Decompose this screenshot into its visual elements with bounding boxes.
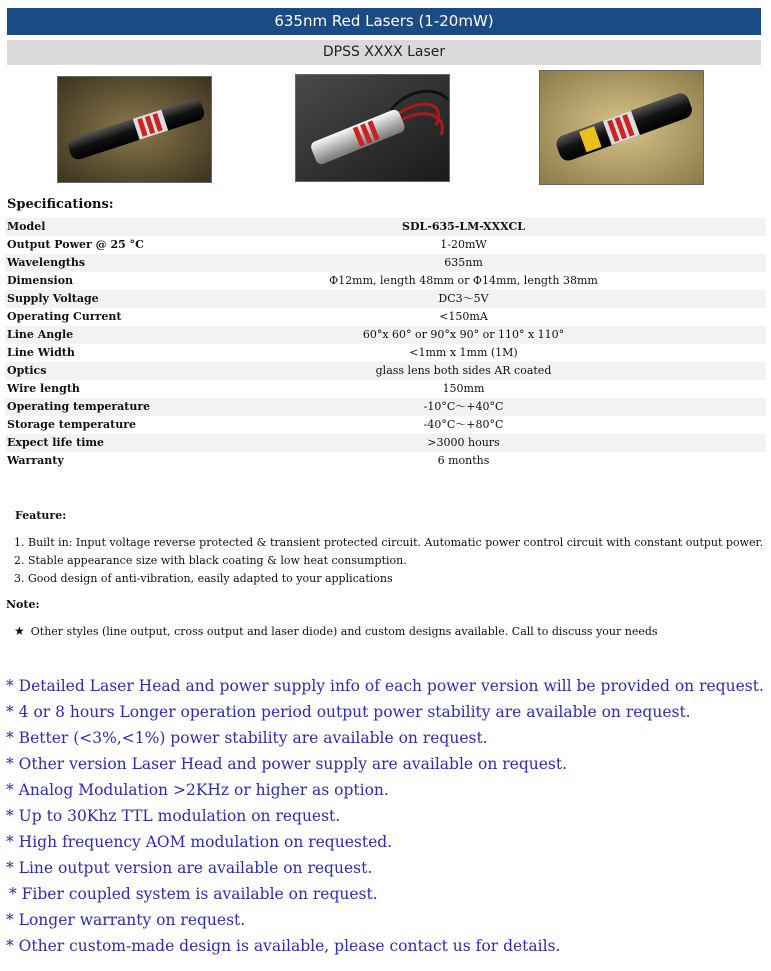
spec-row — [5, 398, 766, 416]
laser-photo-1 — [57, 76, 212, 183]
specifications-table — [5, 218, 766, 470]
request-item: * Better (<3%,<1%) power stability are available on request. — [6, 729, 488, 747]
spec-row — [5, 416, 766, 434]
spec-value: DC3～5V — [438, 292, 489, 305]
spec-value: 635nm — [444, 256, 483, 269]
spec-label: Operating temperature — [7, 400, 151, 413]
spec-row — [5, 254, 766, 272]
request-item: * Fiber coupled system is available on request. — [9, 885, 378, 903]
request-item: * Other custom-made design is available, please contact us for details. — [6, 937, 561, 955]
spec-label: Model — [7, 220, 46, 233]
spec-row — [5, 362, 766, 380]
request-item: * Up to 30Khz TTL modulation on request. — [6, 807, 341, 825]
spec-row — [5, 290, 766, 308]
laser-photo-2 — [295, 74, 450, 182]
note-text: Other styles (line output, cross output and laser diode) and custom designs available. Call to discuss your needs — [30, 625, 658, 638]
spec-value: 150mm — [442, 382, 485, 395]
spec-value: SDL-635-LM-XXXCL — [402, 220, 525, 233]
specifications-heading: Specifications: — [7, 197, 114, 212]
spec-value: -10°C～+40°C — [423, 400, 504, 413]
request-item: * Line output version are available on request. — [6, 859, 373, 877]
star-icon: ★ — [14, 624, 25, 638]
spec-row — [5, 218, 766, 236]
request-item: * 4 or 8 hours Longer operation period output power stability are available on request. — [6, 703, 691, 721]
request-item: * Detailed Laser Head and power supply info of each power version will be provided on request. — [6, 677, 764, 695]
spec-label: Storage temperature — [7, 418, 137, 431]
spec-row — [5, 308, 766, 326]
spec-label: Line Width — [7, 346, 75, 359]
spec-row — [5, 326, 766, 344]
spec-label: Dimension — [7, 274, 74, 287]
note-heading: Note: — [6, 598, 40, 611]
feature-item: 2. Stable appearance size with black coating & low heat consumption. — [14, 554, 407, 567]
spec-value: <150mA — [439, 310, 488, 323]
spec-value: glass lens both sides AR coated — [375, 364, 552, 377]
note-line — [14, 622, 658, 641]
spec-row — [5, 380, 766, 398]
request-item: * High frequency AOM modulation on requested. — [6, 833, 393, 851]
spec-row — [5, 452, 766, 470]
spec-label: Wire length — [7, 382, 80, 395]
feature-list — [14, 534, 763, 588]
spec-value: 6 months — [437, 454, 490, 467]
request-list — [6, 673, 764, 959]
spec-row — [5, 434, 766, 452]
spec-value: 60°x 60° or 90°x 90° or 110° x 110° — [362, 328, 565, 341]
spec-label: Operating Current — [7, 310, 122, 323]
spec-label: Supply Voltage — [7, 292, 99, 305]
spec-value: 1-20mW — [440, 238, 487, 251]
spec-value: <1mm x 1mm (1M) — [409, 346, 518, 359]
spec-value: >3000 hours — [427, 436, 500, 449]
spec-row — [5, 272, 766, 290]
spec-label: Line Angle — [7, 328, 74, 341]
spec-row — [5, 344, 766, 362]
spec-value: -40°C～+80°C — [423, 418, 504, 431]
spec-label: Output Power @ 25 °C — [7, 238, 144, 251]
feature-heading: Feature: — [15, 509, 67, 522]
request-item: * Analog Modulation >2KHz or higher as option. — [6, 781, 389, 799]
feature-item: 1. Built in: Input voltage reverse protected & transient protected circuit. Automatic power control circuit with constant output power. — [14, 536, 764, 549]
feature-item: 3. Good design of anti-vibration, easily adapted to your applications — [14, 572, 393, 585]
laser-photo-3 — [539, 70, 704, 185]
spec-value: Φ12mm, length 48mm or Φ14mm, length 38mm — [329, 274, 598, 287]
spec-label: Warranty — [7, 454, 64, 467]
page-subtitle: DPSS XXXX Laser — [7, 40, 761, 65]
spec-label: Expect life time — [7, 436, 105, 449]
spec-label: Wavelengths — [7, 256, 86, 269]
spec-label: Optics — [7, 364, 47, 377]
page-title: 635nm Red Lasers (1-20mW) — [7, 8, 761, 35]
spec-row — [5, 236, 766, 254]
request-item: * Other version Laser Head and power supply are available on request. — [6, 755, 568, 773]
request-item: * Longer warranty on request. — [6, 911, 246, 929]
